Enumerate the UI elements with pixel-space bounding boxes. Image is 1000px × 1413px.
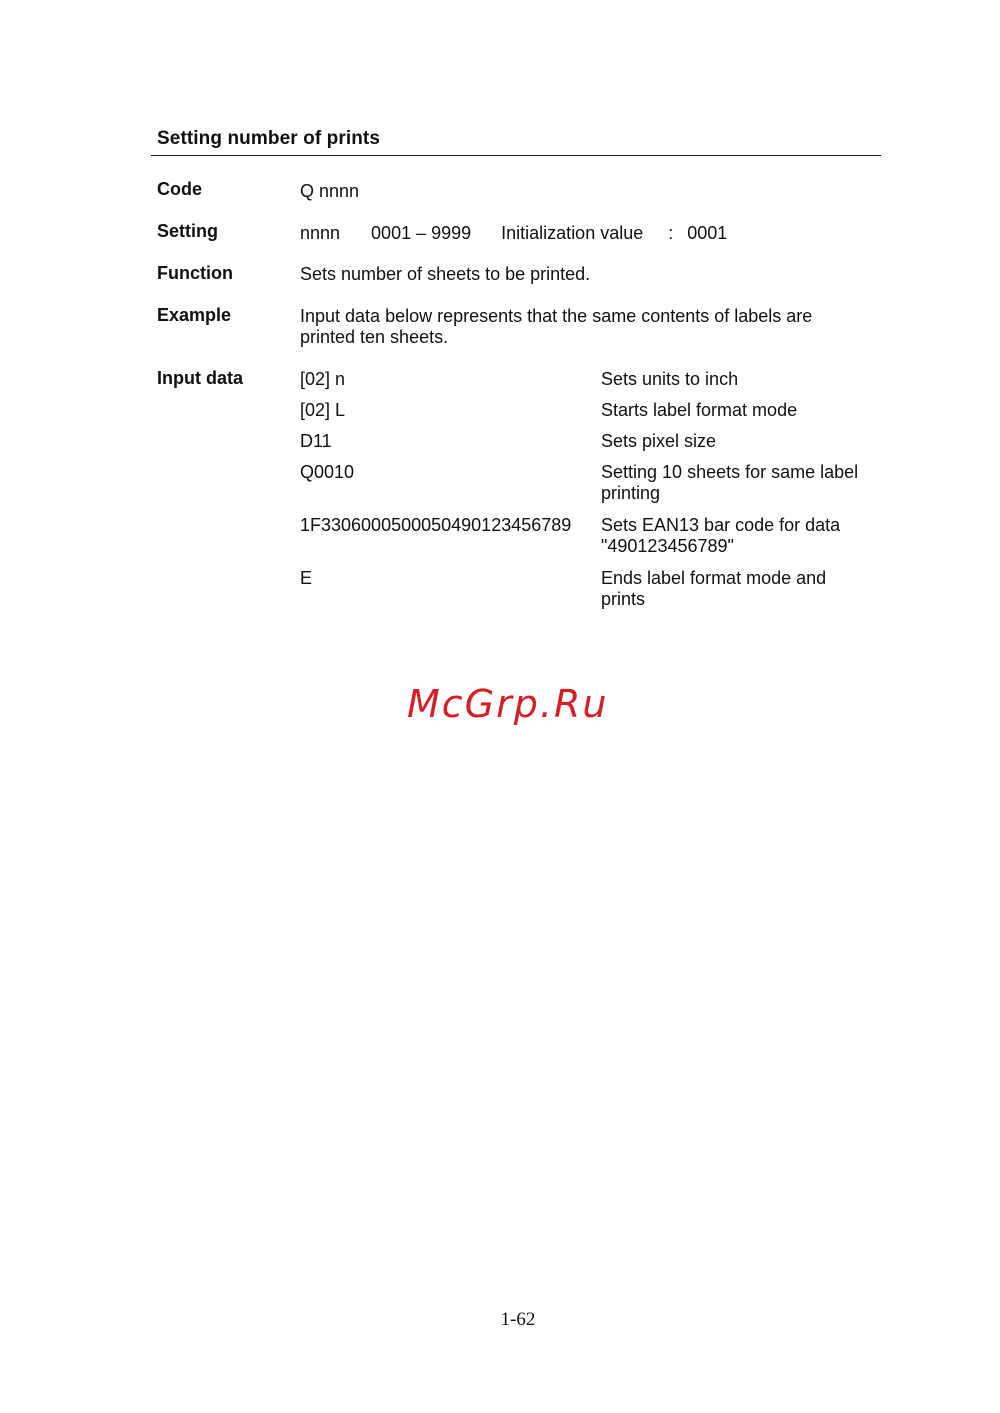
input-code: [02] n — [300, 369, 346, 389]
example-line-2: printed ten sheets. — [300, 327, 449, 347]
input-code: D11 — [300, 431, 332, 451]
function-value: Sets number of sheets to be printed. — [300, 264, 591, 284]
setting-label: Setting — [157, 221, 218, 241]
input-desc: Sets units to inch — [601, 369, 739, 389]
code-value: Q nnnn — [300, 181, 360, 201]
setting-range: 0001 – 9999 — [371, 223, 472, 243]
watermark: McGrp.Ru — [407, 682, 609, 726]
input-desc: Ends label format mode and — [601, 568, 827, 588]
input-desc: Starts label format mode — [601, 400, 798, 420]
setting-value — [300, 223, 727, 244]
input-desc: "490123456789" — [601, 536, 734, 556]
setting-init-value: 0001 — [687, 223, 728, 243]
input-desc: Setting 10 sheets for same label — [601, 462, 859, 482]
section-title: Setting number of prints — [157, 128, 381, 149]
input-code: 1F33060005000504901234567​89 — [300, 515, 572, 535]
setting-param: nnnn — [300, 223, 341, 243]
setting-separator: : — [668, 223, 674, 243]
input-desc: Sets pixel size — [601, 431, 717, 451]
setting-init-label: Initialization value — [501, 223, 644, 243]
input-code: [02] L — [300, 400, 346, 420]
input-desc: prints — [601, 589, 646, 609]
code-label: Code — [157, 179, 202, 199]
input-desc: Sets EAN13 bar code for data — [601, 515, 841, 535]
input-desc: printing — [601, 483, 661, 503]
example-label: Example — [157, 305, 232, 325]
title-rule — [151, 155, 881, 156]
function-label: Function — [157, 263, 233, 283]
example-line-1: Input data below represents that the same contents of labels are — [300, 306, 813, 326]
input-data-label: Input data — [157, 368, 243, 388]
input-code: E — [300, 568, 313, 588]
input-code: Q0010 — [300, 462, 355, 482]
page-number: 1-62 — [500, 1309, 536, 1330]
